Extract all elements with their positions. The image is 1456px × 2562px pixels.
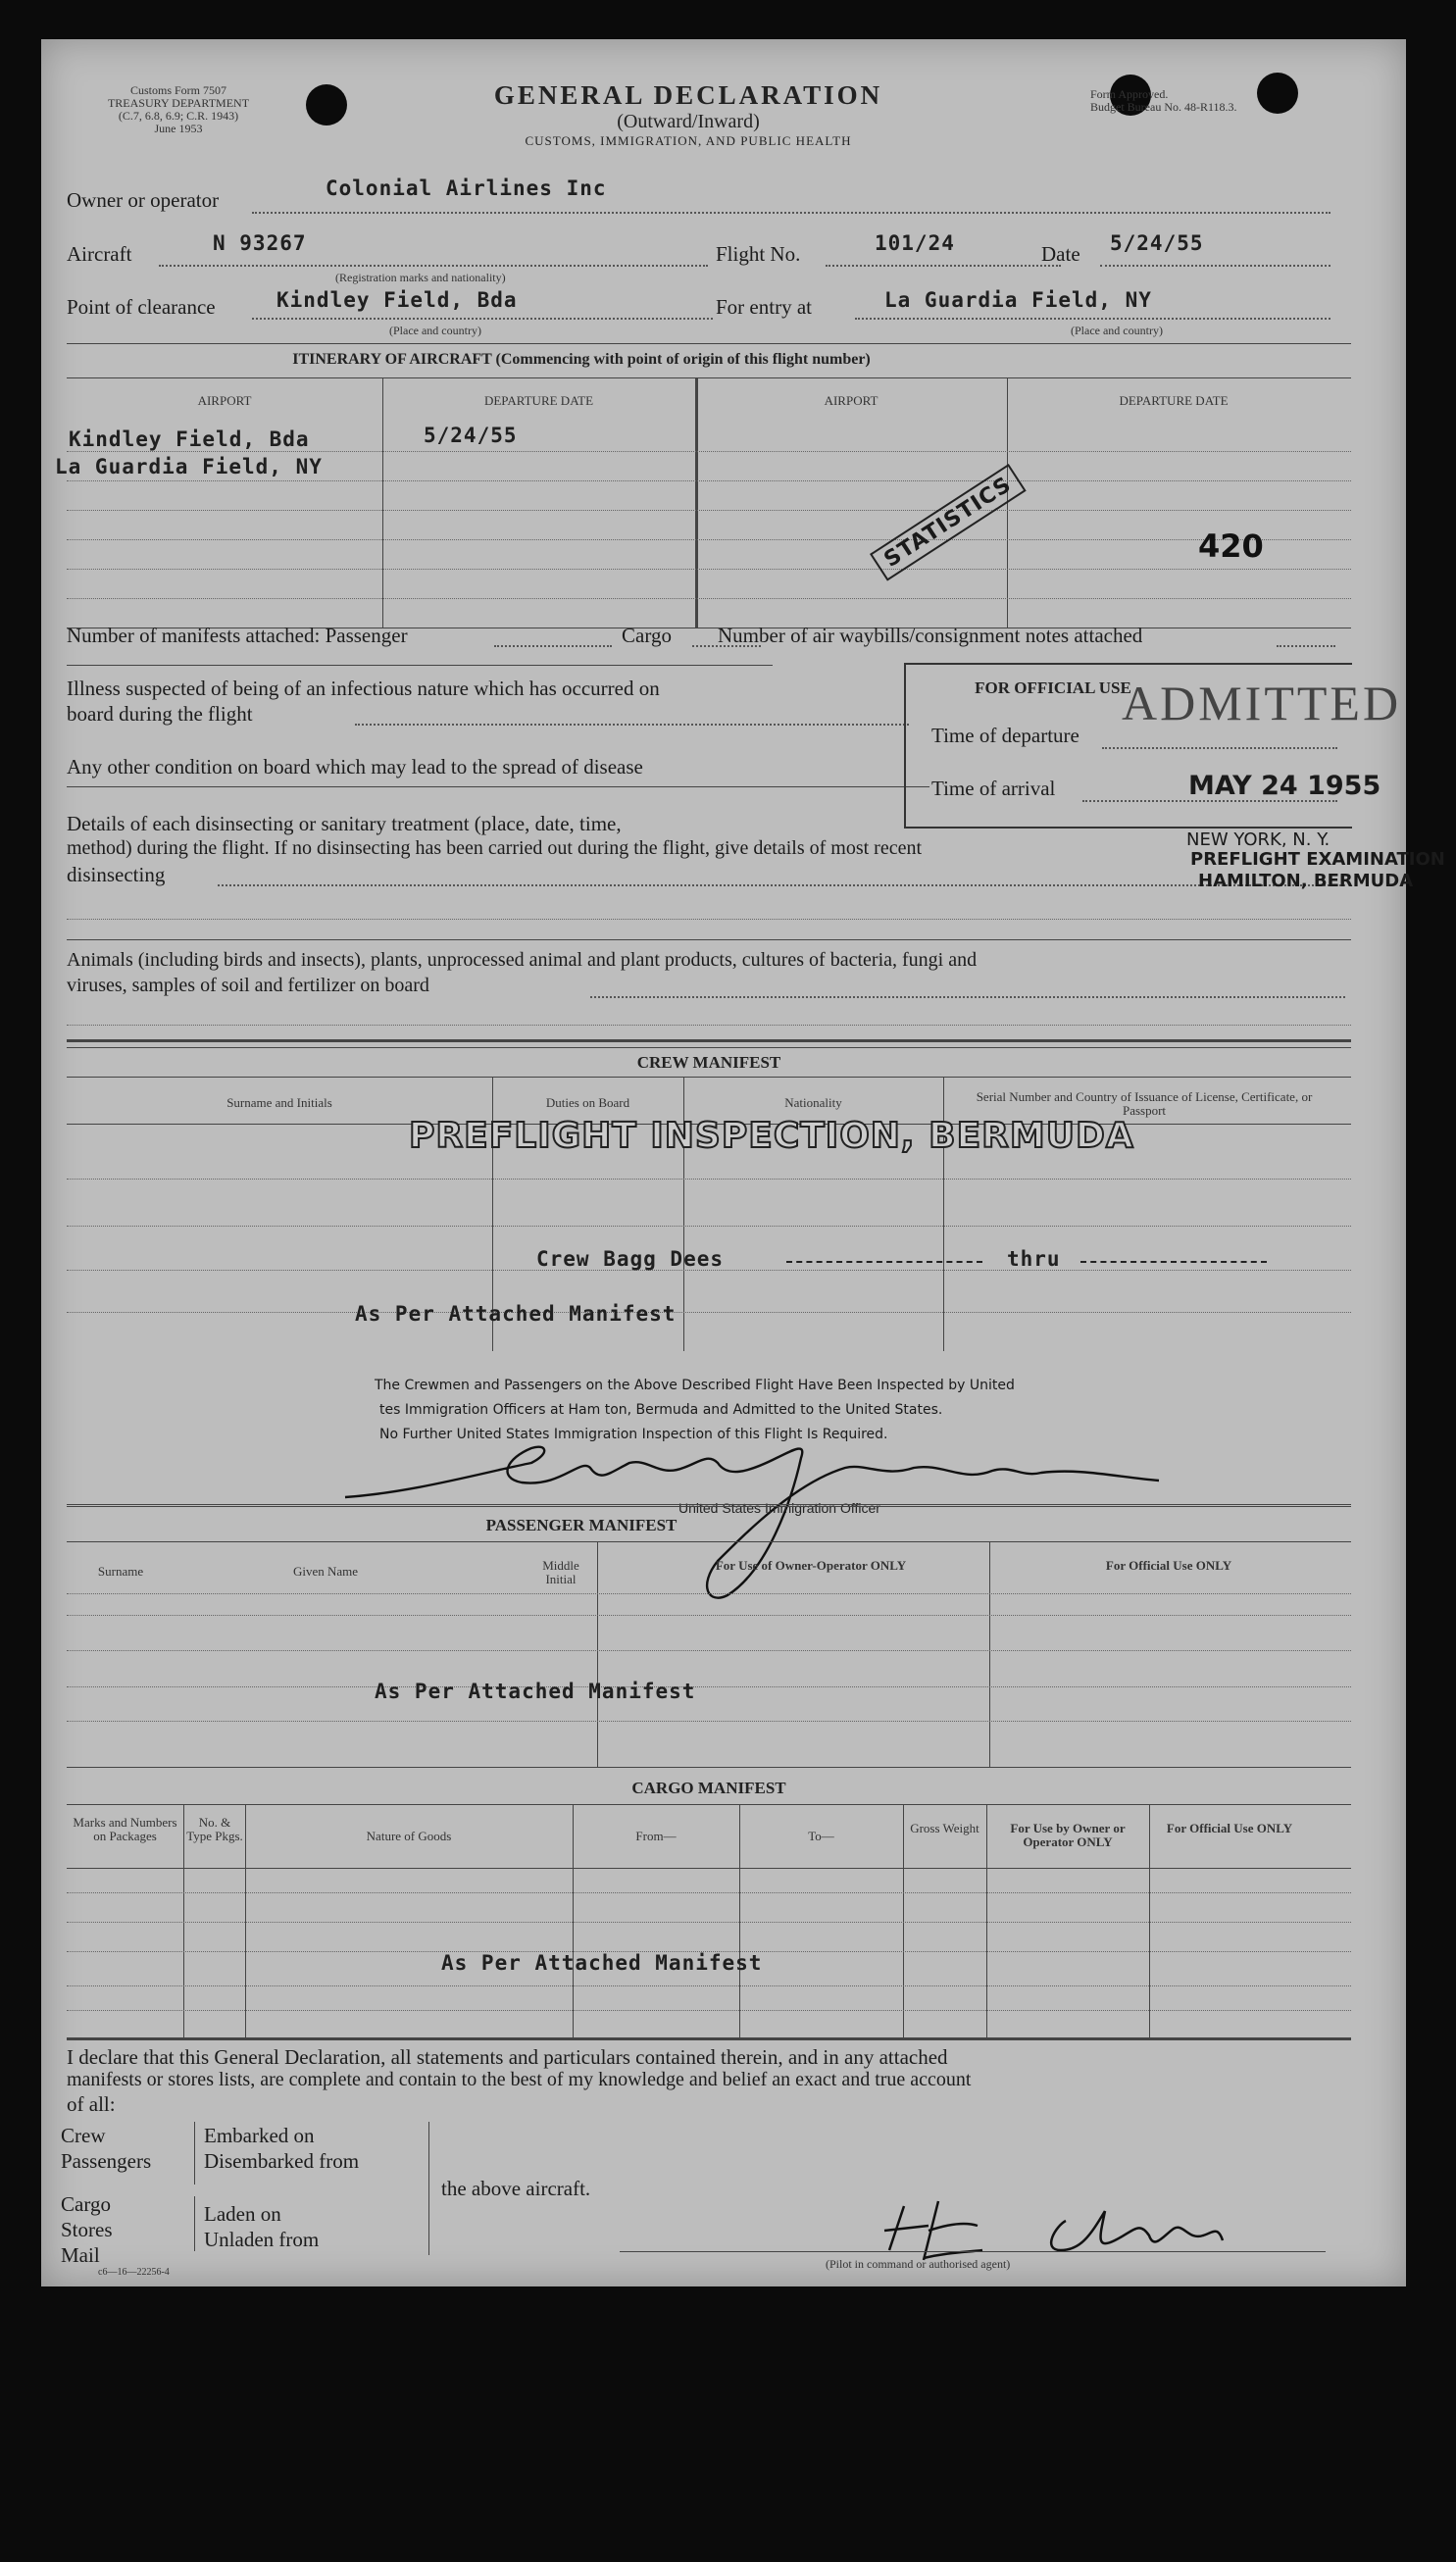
budget-bureau-no: Budget Bureau No. 48-R118.3. — [1090, 100, 1237, 114]
passenger-row-line — [67, 1721, 1351, 1722]
rule — [67, 1868, 1351, 1869]
decl-passengers: Passengers — [61, 2149, 152, 2173]
arrival-time-label: Time of arrival — [931, 777, 1056, 800]
passenger-row-line — [67, 1686, 1351, 1687]
cargo-attached: As Per Attached Manifest — [441, 1951, 763, 1975]
disinsecting-line — [218, 884, 1345, 886]
decl-mail: Mail — [61, 2243, 100, 2267]
rule — [67, 1767, 1351, 1768]
cargo-header-goods: Nature of Goods — [366, 1829, 452, 1843]
form-agencies: CUSTOMS, IMMIGRATION, AND PUBLIC HEALTH — [525, 133, 852, 148]
flight-value: 101/24 — [875, 231, 955, 255]
clearance-value: Kindley Field, Bda — [276, 288, 518, 312]
itinerary-number: 420 — [1198, 527, 1264, 565]
departure-time-label: Time of departure — [931, 724, 1079, 747]
cargo-manifest-title: CARGO MANIFEST — [631, 1779, 786, 1797]
crew-attached: As Per Attached Manifest — [355, 1302, 677, 1326]
arrival-date-stamp: MAY 24 1955 — [1188, 771, 1381, 801]
crew-row-line — [67, 1179, 1351, 1180]
illness-label: Illness suspected of being of an infectious nature which has occurred on — [67, 677, 660, 700]
form-subtitle: (Outward/Inward) — [617, 111, 760, 132]
print-code: c6—16—22256-4 — [98, 2267, 170, 2278]
rule — [67, 2037, 1351, 2040]
cargo-row-line — [67, 2010, 1351, 2011]
crew-header-duties: Duties on Board — [545, 1095, 630, 1110]
aircraft-note: (Registration marks and nationality) — [335, 271, 506, 284]
clearance-line — [252, 318, 713, 320]
disinsecting-label-3: disinsecting — [67, 863, 166, 886]
rule — [67, 1541, 1351, 1542]
entry-value: La Guardia Field, NY — [884, 288, 1152, 312]
officer-title: United States Immigration Officer — [678, 1500, 880, 1516]
declaration-text-2: manifests or stores lists, are complete and contain to the best of my knowledge and belief an exact and true account — [67, 2069, 972, 2090]
itinerary-row-date: 5/24/55 — [424, 424, 518, 447]
crew-dash — [786, 1261, 982, 1263]
row-line — [67, 919, 1351, 920]
passenger-col-divider — [597, 1541, 598, 1767]
date-value: 5/24/55 — [1110, 231, 1204, 255]
passenger-attached: As Per Attached Manifest — [375, 1680, 696, 1703]
rule — [67, 786, 929, 787]
date-label: Date — [1041, 242, 1080, 266]
aircraft-value: N 93267 — [213, 231, 307, 255]
manifests-passenger-label: Number of manifests attached: Passenger — [67, 624, 408, 647]
itinerary-row-airport: La Guardia Field, NY — [55, 455, 323, 478]
flight-line — [826, 265, 1061, 267]
cargo-col-divider — [183, 1804, 184, 2037]
signature-note: (Pilot in command or authorised agent) — [826, 2257, 1011, 2271]
declaration-text-3: of all: — [67, 2092, 116, 2116]
cargo-row-line — [67, 1922, 1351, 1923]
cargo-col-divider — [1149, 1804, 1150, 2037]
itinerary-row-line — [67, 510, 1351, 511]
cert-line-1: The Crewmen and Passengers on the Above Described Flight Have Been Inspected by United — [375, 1378, 1015, 1393]
clearance-note: (Place and country) — [389, 324, 481, 337]
brace — [428, 2122, 429, 2255]
decl-stores: Stores — [61, 2218, 113, 2241]
animals-label: Animals (including birds and insects), plants, unprocessed animal and plant products, cultures of bacteria, fungi and — [67, 949, 978, 971]
entry-line — [855, 318, 1330, 320]
cargo-row-line — [67, 1892, 1351, 1893]
crew-header-surname: Surname and Initials — [226, 1095, 332, 1110]
disinsecting-label: Details of each disinsecting or sanitary treatment (place, date, time, — [67, 812, 622, 835]
cargo-col-divider — [986, 1804, 987, 2037]
rule — [67, 1506, 1351, 1507]
manifests-cargo-label: Cargo — [622, 624, 672, 647]
cert-line-3: No Further United States Immigration Inspection of this Flight Is Required. — [379, 1427, 888, 1442]
new-york-stamp: NEW YORK, N. Y. — [1186, 829, 1330, 850]
itinerary-row-line — [67, 539, 1351, 540]
cargo-header-to: To— — [808, 1829, 834, 1843]
department: TREASURY DEPARTMENT — [107, 96, 250, 110]
decl-embarked: Embarked on — [204, 2124, 315, 2147]
departure-time-line — [1102, 747, 1337, 749]
cargo-header-marks: Marks and Numbers on Packages — [73, 1815, 177, 1843]
passenger-header-official: For Official Use ONLY — [1105, 1558, 1232, 1573]
itinerary-col-divider — [695, 377, 698, 628]
aircraft-label: Aircraft — [67, 242, 132, 266]
aircraft-line — [159, 265, 708, 267]
declaration-text-1: I declare that this General Declaration, all statements and particulars contained therein, and in any attached — [67, 2045, 948, 2069]
passenger-header-middle: Middle Initial — [542, 1558, 579, 1586]
cargo-header-official: For Official Use ONLY — [1166, 1821, 1293, 1835]
crew-line: Crew Bagg Dees — [536, 1247, 725, 1271]
decl-aircraft: the above aircraft. — [441, 2177, 591, 2200]
itinerary-header-date-2: DEPARTURE DATE — [1119, 393, 1229, 408]
crew-manifest-title: CREW MANIFEST — [636, 1053, 781, 1072]
rule — [67, 1077, 1351, 1078]
rule — [67, 939, 1351, 940]
illness-label-2: board during the flight — [67, 702, 253, 726]
itinerary-header-airport-2: AIRPORT — [824, 393, 879, 408]
admitted-stamp: ADMITTED — [1122, 676, 1402, 730]
cargo-header-owner: For Use by Owner or Operator ONLY — [1010, 1821, 1126, 1849]
waybills-line — [1277, 645, 1335, 647]
illness-line — [355, 724, 909, 726]
rule — [67, 343, 1351, 344]
official-use-title: FOR OFFICIAL USE — [975, 678, 1131, 697]
waybills-label: Number of air waybills/consignment notes attached — [718, 624, 1143, 647]
rule — [67, 1504, 1351, 1505]
crew-dash — [1080, 1261, 1267, 1263]
rule — [67, 1047, 1351, 1048]
rule — [67, 1039, 1351, 1042]
decl-disembarked: Disembarked from — [204, 2149, 360, 2173]
itinerary-row-line — [67, 451, 1351, 452]
preflight-inspection-stamp: PREFLIGHT INSPECTION, BERMUDA — [409, 1116, 1134, 1156]
cert-line-2: tes Immigration Officers at Ham ton, Bermuda and Admitted to the United States. — [379, 1402, 943, 1418]
itinerary-title: ITINERARY OF AIRCRAFT (Commencing with point of origin of this flight number) — [292, 351, 871, 368]
itinerary-header-date: DEPARTURE DATE — [483, 393, 594, 408]
animals-line — [590, 996, 1345, 998]
passenger-header-given: Given Name — [292, 1564, 359, 1579]
decl-laden: Laden on — [204, 2202, 281, 2226]
general-declaration-form — [41, 39, 1445, 2286]
cargo-col-divider — [903, 1804, 904, 2037]
form-number: Customs Form 7507 — [129, 83, 226, 97]
passenger-header-owner: For Use of Owner-Operator ONLY — [715, 1558, 907, 1573]
regulation-ref: (C.7, 6.8, 6.9; C.R. 1943) — [118, 109, 239, 123]
form-info-left — [61, 84, 296, 135]
itinerary-row-line — [67, 598, 1351, 599]
brace — [194, 2196, 195, 2251]
entry-label: For entry at — [716, 295, 812, 319]
flight-label: Flight No. — [716, 242, 801, 266]
crew-row-line — [67, 1226, 1351, 1227]
itinerary-header-airport: AIRPORT — [197, 393, 252, 408]
passenger-row-line — [67, 1615, 1351, 1616]
entry-note: (Place and country) — [1071, 324, 1163, 337]
cargo-row-line — [67, 1985, 1351, 1986]
passenger-row-line — [67, 1650, 1351, 1651]
crew-header-license: Serial Number and Country of Issuance of License, Certificate, or Passport — [976, 1089, 1313, 1118]
rule — [67, 377, 1351, 378]
punch-hole — [306, 84, 347, 126]
form-header — [414, 80, 963, 149]
preflight-exam-stamp: PREFLIGHT EXAMINATION — [1190, 849, 1445, 870]
itinerary-row-line — [67, 480, 1351, 481]
crew-header-nationality: Nationality — [784, 1095, 842, 1110]
form-title: GENERAL DECLARATION — [493, 80, 883, 110]
passenger-header-surname: Surname — [97, 1564, 144, 1579]
passenger-col-divider — [989, 1541, 990, 1767]
signature-line — [620, 2251, 1326, 2252]
itinerary-row-line — [67, 569, 1351, 570]
cargo-header-from: From— — [635, 1829, 677, 1843]
cargo-header-pkgs: No. & Type Pkgs. — [186, 1815, 243, 1843]
form-date: June 1953 — [154, 122, 203, 135]
owner-line — [252, 212, 1330, 214]
row-line — [67, 1025, 1351, 1026]
disinsecting-label-2: method) during the flight. If no disinsecting has been carried out during the flight, give details of most recent — [67, 837, 923, 859]
decl-unladen: Unladen from — [204, 2228, 320, 2251]
rule — [67, 665, 773, 666]
brace — [194, 2122, 195, 2185]
hamilton-stamp: HAMILTON, BERMUDA — [1198, 871, 1414, 891]
rule — [67, 1804, 1351, 1805]
decl-cargo: Cargo — [61, 2192, 111, 2216]
other-condition-label: Any other condition on board which may lead to the spread of disease — [67, 755, 643, 779]
clearance-label: Point of clearance — [67, 295, 216, 319]
animals-label-2: viruses, samples of soil and fertilizer on board — [67, 975, 429, 996]
statistics-stamp: STATISTICS — [870, 464, 1027, 581]
cargo-header-weight: Gross Weight — [910, 1821, 979, 1835]
form-info-right — [1090, 88, 1384, 114]
passenger-count-line — [494, 645, 612, 647]
form-approved: Form Approved. — [1090, 87, 1169, 101]
passenger-row-line — [67, 1593, 1351, 1594]
passenger-manifest-title: PASSENGER MANIFEST — [485, 1516, 678, 1534]
itinerary-col-divider — [382, 377, 383, 628]
crew-thru: thru — [1007, 1247, 1061, 1271]
crew-row-line — [67, 1312, 1351, 1313]
decl-crew: Crew — [61, 2124, 106, 2147]
date-line — [1100, 265, 1330, 267]
owner-label: Owner or operator — [67, 188, 220, 212]
owner-value: Colonial Airlines Inc — [326, 176, 607, 200]
itinerary-row-airport: Kindley Field, Bda — [69, 427, 310, 451]
